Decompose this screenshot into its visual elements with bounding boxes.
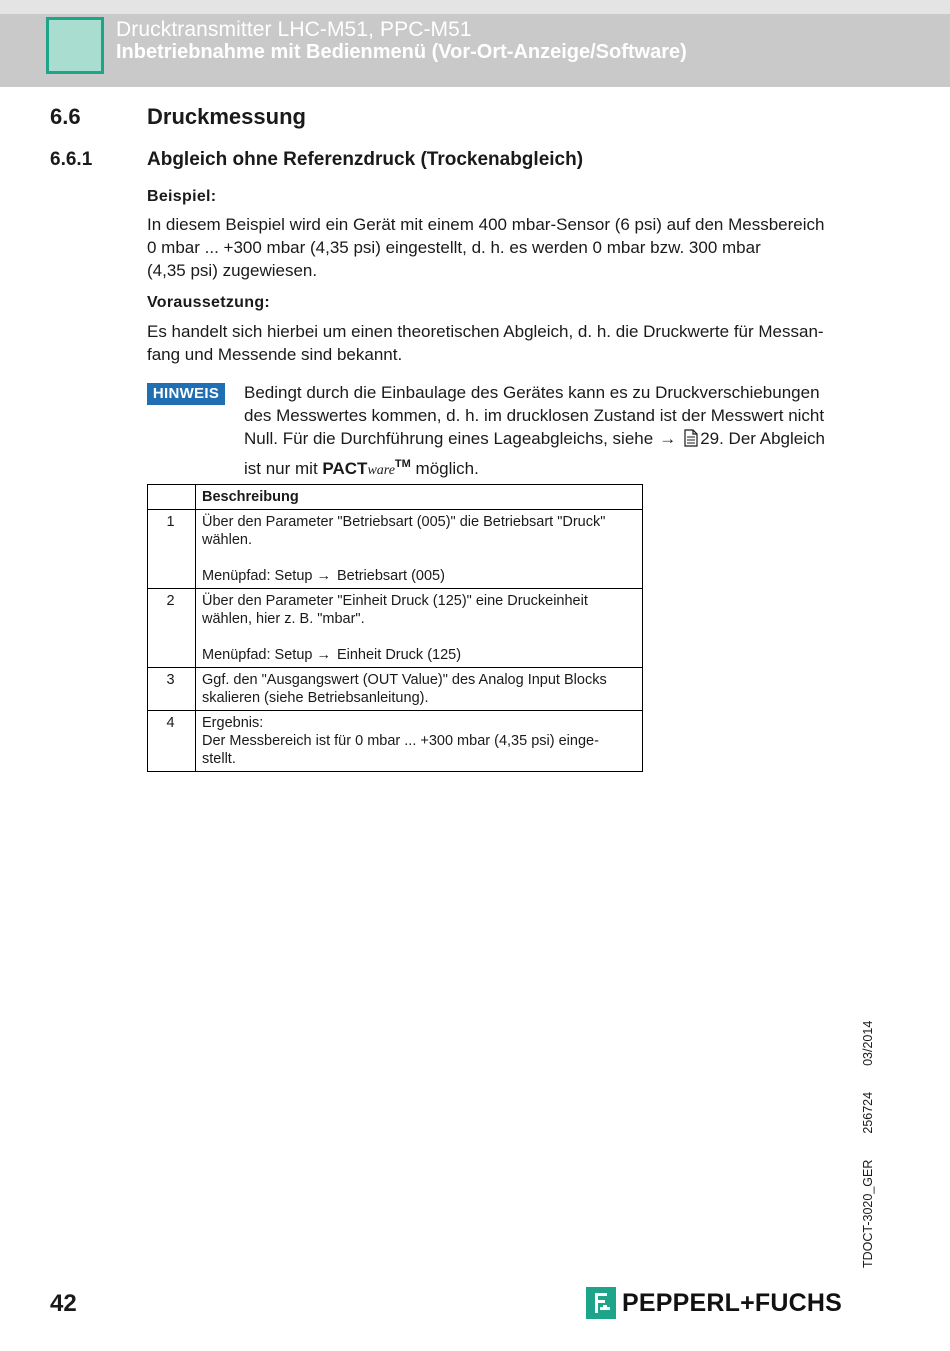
step-text-line: wählen, hier z. B. "mbar". — [202, 611, 365, 627]
example-label: Beispiel: — [147, 188, 217, 205]
menu-path — [202, 567, 637, 585]
document-code-vertical — [861, 995, 875, 1268]
pact-brand: PACT — [322, 459, 368, 478]
step-description — [196, 711, 643, 772]
example-line: 0 mbar ... +300 mbar (4,35 psi) eingestellt, d. h. es werden 0 mbar bzw. 300 mbar — [147, 238, 761, 257]
section-title: Druckmessung — [147, 104, 306, 129]
note-line: des Messwertes kommen, d. h. im drucklosen Zustand ist der Messwert nicht — [244, 406, 825, 425]
menu-path-target: Betriebsart (005) — [336, 568, 445, 584]
arrow-icon: → — [316, 647, 331, 663]
doc-code: TDOCT-3020_GER — [861, 1159, 875, 1268]
step-text-line: Über den Parameter "Einheit Druck (125)" eine Druckeinheit — [202, 593, 588, 609]
brand-logo-icon — [586, 1287, 616, 1319]
step-text-line: Über den Parameter "Betriebsart (005)" die Betriebsart "Druck" — [202, 514, 606, 530]
prerequisite-text — [147, 320, 859, 366]
note-line3-text: Null. Für die Durchführung eines Lageabgleichs, siehe — [244, 429, 654, 448]
arrow-icon: → — [659, 429, 677, 448]
prerequisite-label: Voraussetzung: — [147, 294, 271, 311]
note-text — [244, 381, 859, 482]
note-line — [244, 453, 859, 482]
subsection-title: Abgleich ohne Referenzdruck (Trockenabgleich) — [147, 149, 584, 170]
brand-logo — [586, 1287, 842, 1319]
step-text-line: Ergebnis: — [202, 715, 264, 731]
pact-ware: ware — [367, 463, 395, 478]
note-line4-text: ist nur mit — [244, 459, 318, 478]
table-header-row — [148, 485, 643, 510]
menu-path-target: Einheit Druck (125) — [336, 647, 462, 663]
step-number: 2 — [148, 589, 196, 668]
step-number: 1 — [148, 510, 196, 589]
step-number: 3 — [148, 668, 196, 711]
note-line4-end: möglich. — [415, 459, 479, 478]
step-text-line: wählen. — [202, 532, 252, 548]
note-line: Bedingt durch die Einbaulage des Gerätes kann es zu Druckverschiebungen — [244, 383, 820, 402]
prerequisite-line: fang und Messende sind bekannt. — [147, 345, 403, 364]
step-text-line: Ggf. den "Ausgangswert (OUT Value)" des Analog Input Blocks — [202, 672, 607, 688]
example-line: In diesem Beispiel wird ein Gerät mit einem 400 mbar-Sensor (6 psi) auf den Messbereich — [147, 215, 825, 234]
example-text — [147, 213, 859, 282]
step-text-line: stellt. — [202, 751, 236, 767]
table-row — [148, 589, 643, 668]
prerequisite-line: Es handelt sich hierbei um einen theoretischen Abgleich, d. h. die Druckwerte für Messan- — [147, 322, 824, 341]
note-line3-end: . Der Abgleich — [719, 429, 825, 448]
step-description — [196, 668, 643, 711]
subsection-number: 6.6.1 — [50, 149, 93, 170]
document-page-icon — [684, 429, 698, 453]
table-row — [148, 668, 643, 711]
chapter-title: Inbetriebnahme mit Bedienmenü (Vor-Ort-Anzeige/Software) — [116, 41, 687, 63]
page-number: 42 — [50, 1290, 77, 1317]
document-title: Drucktransmitter LHC-M51, PPC-M51 — [116, 18, 472, 41]
note-line — [244, 427, 859, 453]
trademark-mark: TM — [394, 458, 411, 470]
table-row — [148, 711, 643, 772]
page-reference-link[interactable]: 29 — [700, 429, 720, 448]
menu-path — [202, 646, 637, 664]
step-text-line: Der Messbereich ist für 0 mbar ... +300 mbar (4,35 psi) einge- — [202, 733, 599, 749]
doc-id: 256724 — [861, 1091, 875, 1134]
menu-path-label: Menüpfad: Setup — [202, 647, 313, 663]
menu-path-label: Menüpfad: Setup — [202, 568, 313, 584]
step-description — [196, 510, 643, 589]
header-accent-square — [46, 17, 104, 74]
table-row — [148, 510, 643, 589]
note-badge: HINWEIS — [147, 383, 225, 405]
doc-date: 03/2014 — [861, 1020, 875, 1066]
header-topline — [0, 0, 950, 14]
section-number: 6.6 — [50, 104, 81, 129]
brand-name: PEPPERL+FUCHS — [622, 1288, 843, 1317]
table-header-empty — [148, 485, 196, 510]
step-number: 4 — [148, 711, 196, 772]
example-line: (4,35 psi) zugewiesen. — [147, 261, 318, 280]
steps-table — [147, 484, 643, 772]
arrow-icon: → — [316, 568, 331, 584]
table-header-description: Beschreibung — [196, 485, 643, 510]
step-text-line: skalieren (siehe Betriebsanleitung). — [202, 690, 429, 706]
step-description — [196, 589, 643, 668]
